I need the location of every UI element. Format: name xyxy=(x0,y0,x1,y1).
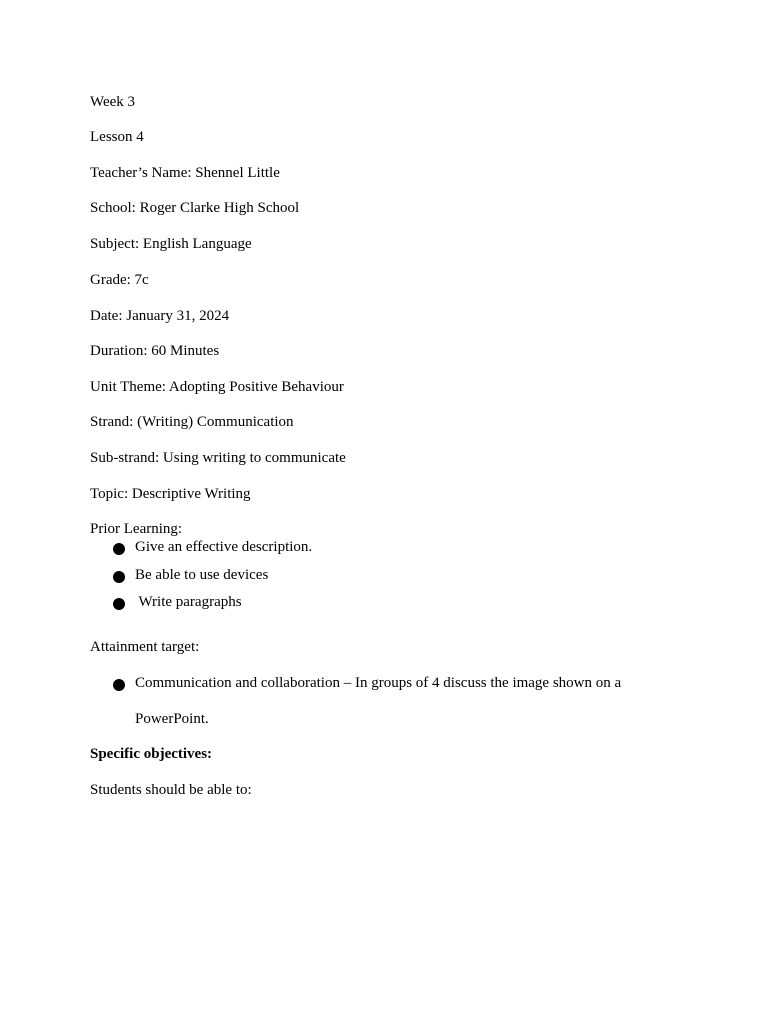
list-item-text: Write paragraphs xyxy=(135,594,242,610)
bullet-icon xyxy=(113,571,125,583)
bullet-icon xyxy=(113,679,125,691)
bullet-icon xyxy=(113,543,125,555)
duration-field: Duration: 60 Minutes xyxy=(90,343,220,359)
specific-objectives-heading: Specific objectives: xyxy=(90,746,213,762)
objectives-intro: Students should be able to: xyxy=(90,782,252,798)
bullet-icon xyxy=(113,598,125,610)
attainment-target-heading: Attainment target: xyxy=(90,639,200,655)
week-field: Week 3 xyxy=(90,94,136,110)
list-item-text-continued: PowerPoint. xyxy=(135,711,209,727)
school-field: School: Roger Clarke High School xyxy=(90,200,300,216)
date-field: Date: January 31, 2024 xyxy=(90,308,230,324)
topic-field: Topic: Descriptive Writing xyxy=(90,486,251,502)
list-item-text: Communication and collaboration – In groups of 4 discuss the image shown on a xyxy=(135,675,622,691)
lesson-field: Lesson 4 xyxy=(90,129,144,145)
list-item-text: Be able to use devices xyxy=(135,567,269,583)
list-item-text: Give an effective description. xyxy=(135,539,313,555)
sub-strand-field: Sub-strand: Using writing to communicate xyxy=(90,450,346,466)
teacher-name-field: Teacher’s Name: Shennel Little xyxy=(90,165,280,181)
grade-field: Grade: 7c xyxy=(90,272,149,288)
strand-field: Strand: (Writing) Communication xyxy=(90,414,294,430)
subject-field: Subject: English Language xyxy=(90,236,252,252)
unit-theme-field: Unit Theme: Adopting Positive Behaviour xyxy=(90,379,344,395)
prior-learning-heading: Prior Learning: xyxy=(90,521,183,537)
